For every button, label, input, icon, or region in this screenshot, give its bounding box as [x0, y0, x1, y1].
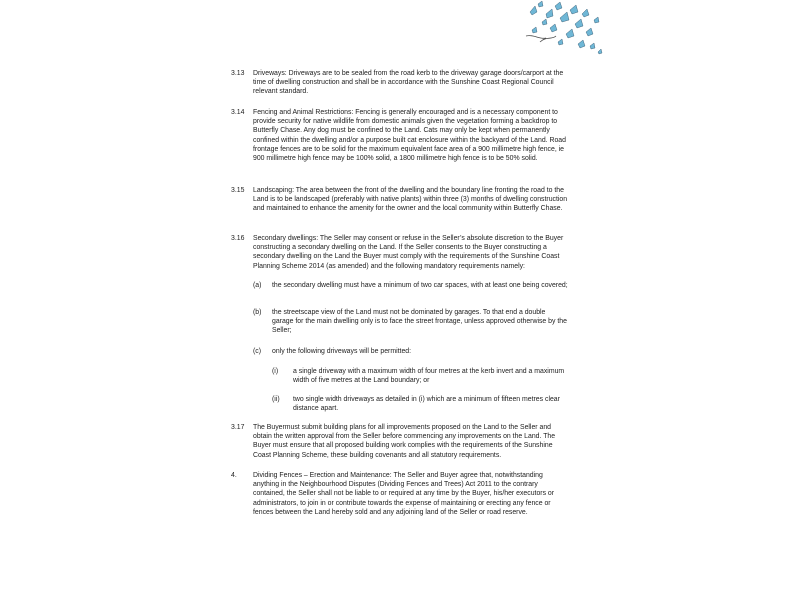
section-number: 4. [231, 472, 237, 479]
subsubitem-text: two single width driveways as detailed in (i) which are a minimum of fifteen metres clear distance apart. [293, 396, 560, 413]
subitem-text: only the following driveways will be permitted: [272, 348, 412, 355]
subsubitem-label: (i) [272, 368, 279, 375]
section-number: 3.14 [231, 109, 245, 116]
subitem-label: (c) [253, 348, 262, 355]
section-number: 3.13 [231, 70, 245, 77]
subitem-label: (a) [253, 282, 262, 289]
butterfly-logo [520, 0, 605, 62]
subitem-text: the streetscape view of the Land must not be dominated by garages. To that end a double garage for the main dwelling only is to face the street frontage, unless approved otherwise by the Seller; [272, 309, 567, 335]
section-text-driveways: Driveways: Driveways are to be sealed from the road kerb to the driveway garage doors/carport at the time of dwelling construction and shall be in accordance with the Sunshine Coast Regional Council relevant standard. [253, 70, 564, 96]
section-text-fencing: Fencing and Animal Restrictions: Fencing is generally encouraged and is a necessary component to provide security for native wildlife from domestic animals given the vegetation forming a backdrop to Butterfly Chase. Any dog must be confined to the Land. Cats may only be kept when permanently confined within the dwelling and/or a purpose built cat enclosure within the backyard of the Land. Road frontage fences are to be solid for the maximum equivalent face area of a 900 millimetre high fence, ie 900 millimetre high fence may be 100% solid, a 1800 millimetre high fence is to be 50% solid. [253, 109, 566, 163]
section-text-secondary-dwellings: Secondary dwellings: The Seller may consent or refuse in the Seller’s absolute discretion to the Buyer constructing a secondary dwelling on the Land. If the Seller consents to the Buyer constructing a secondary dwelling on the Land the Buyer must comply with the requirements of the Sunshine Coast Planning Scheme 2014 (as amended) and the following mandatory requirements namely: [253, 235, 564, 270]
subitem-label: (b) [253, 309, 262, 316]
subsubitem-text: a single driveway with a maximum width of four metres at the kerb invert and a maximum width of five metres at the Land boundary; or [293, 368, 565, 385]
section-text-building-plans: The Buyermust submit building plans for all improvements proposed on the Land to the Seller and obtain the written approval from the Seller before commencing any improvements on the Land. The Buyer must ensure that all proposed building work complies with the requirements of the Sunshine Coast Planning Scheme, these building covenants and all statutory requirements. [253, 424, 556, 459]
subsubitem-label: (ii) [272, 396, 280, 403]
section-number: 3.15 [231, 187, 245, 194]
section-number: 3.17 [231, 424, 245, 431]
subitem-text: the secondary dwelling must have a minimum of two car spaces, with at least one being covered; [272, 282, 568, 289]
section-text-dividing-fences: Dividing Fences – Erection and Maintenance: The Seller and Buyer agree that, notwithstanding anything in the Neighbourhood Disputes (Dividing Fences and Trees) Act 2011 to the contrary contained, the Seller shall not be liable to or required at any time by the Buyer, his/her executors or administrators, to join in or contribute towards the expense of maintaining or erecting any fence or fences between the Land hereby sold and any adjoining land of the Seller or road reserve. [253, 472, 555, 516]
section-number: 3.16 [231, 235, 245, 242]
section-text-landscaping: Landscaping: The area between the front of the dwelling and the boundary line fronting the road to the Land is to be landscaped (preferably with native plants) within three (3) months of dwelling construction and maintained to enhance the amenity for the owner and the local community within Butterfly Chase. [253, 187, 568, 213]
